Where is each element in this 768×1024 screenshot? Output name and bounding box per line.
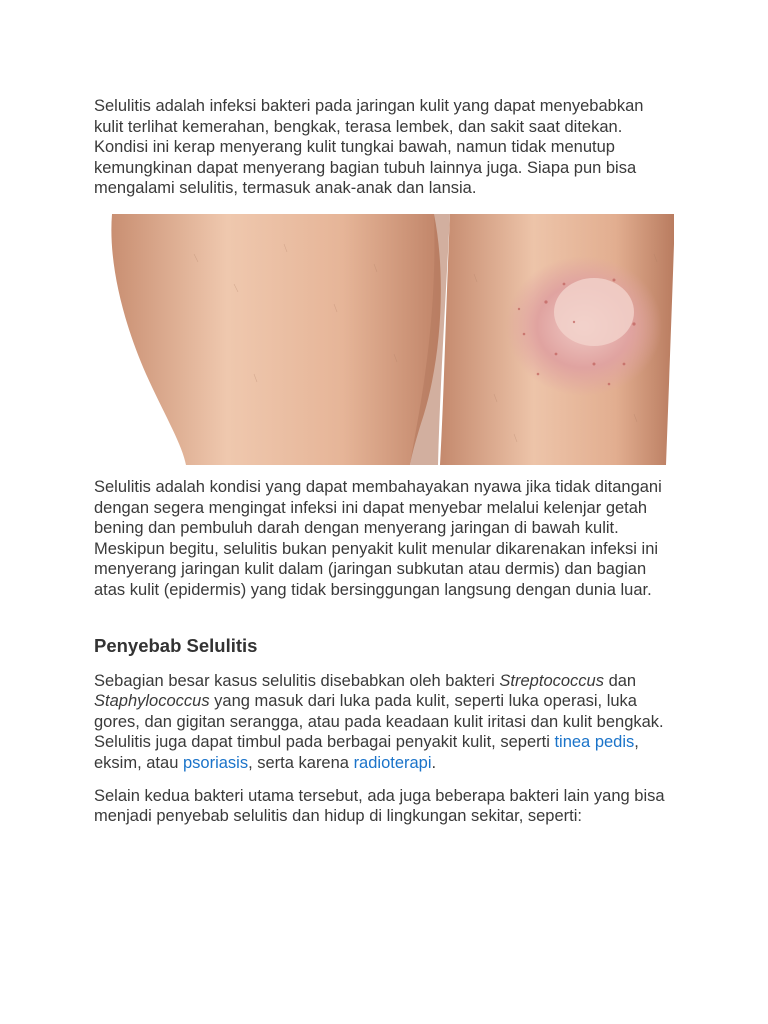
causes-text-2: dan (603, 671, 637, 690)
section-heading-causes: Penyebab Selulitis (94, 634, 258, 656)
causes-paragraph (94, 671, 679, 774)
link-psoriasis[interactable]: psoriasis (182, 753, 249, 772)
causes-text-3: yang masuk dari luka pada kulit, seperti luka operasi, luka gores, dan gigitan serangga, atau pada keadaan kulit iritasi dan kulit bengkak. Selulitis juga dapat timbul pada berbagai penyakit kulit, seperti (94, 692, 664, 752)
article-body (94, 96, 684, 827)
link-radioterapi[interactable]: radioterapi (353, 753, 432, 772)
cellulitis-legs-photo (94, 214, 674, 465)
causes-text-5: , serta karena (248, 753, 354, 772)
other-bacteria-paragraph: Selain kedua bakteri utama tersebut, ada juga beberapa bakteri lain yang bisa menjadi penyebab selulitis dan hidup di lingkungan sekitar, seperti: (94, 786, 665, 826)
intro-paragraph: Selulitis adalah infeksi bakteri pada jaringan kulit yang dapat menyebabkan kulit terlihat kemerahan, bengkak, terasa lembek, dan sakit saat ditekan. Kondisi ini kerap menyerang kulit tungkai bawah, namun tidak menutup kemungkinan dapat menyerang bagian tubuh lainnya juga. Siapa pun bisa mengalami selulitis, termasuk anak-anak dan lansia. (94, 97, 644, 198)
link-tinea-pedis[interactable]: tinea pedis (554, 733, 635, 752)
legs-illustration (94, 214, 674, 465)
causes-text-6: . (431, 753, 437, 772)
bacteria-streptococcus: Streptococcus (499, 671, 604, 690)
causes-text-1: Sebagian besar kasus selulitis disebabkan oleh bakteri (94, 671, 500, 690)
danger-paragraph: Selulitis adalah kondisi yang dapat membahayakan nyawa jika tidak ditangani dengan segera mengingat infeksi ini dapat menyebar melalui kelenjar getah bening dan pembuluh darah dengan menyerang jaringan di bawah kulit. Meskipun begitu, selulitis bukan penyakit kulit menular dikarenakan infeksi ini menyerang jaringan kulit dalam (jaringan subkutan atau dermis) dan bagian atas kulit (epidermis) yang tidak bersinggungan langsung dengan dunia luar. (94, 477, 662, 599)
bacteria-staphylococcus: Staphylococcus (94, 692, 210, 711)
causes-text-4: , eksim, atau (94, 733, 639, 772)
